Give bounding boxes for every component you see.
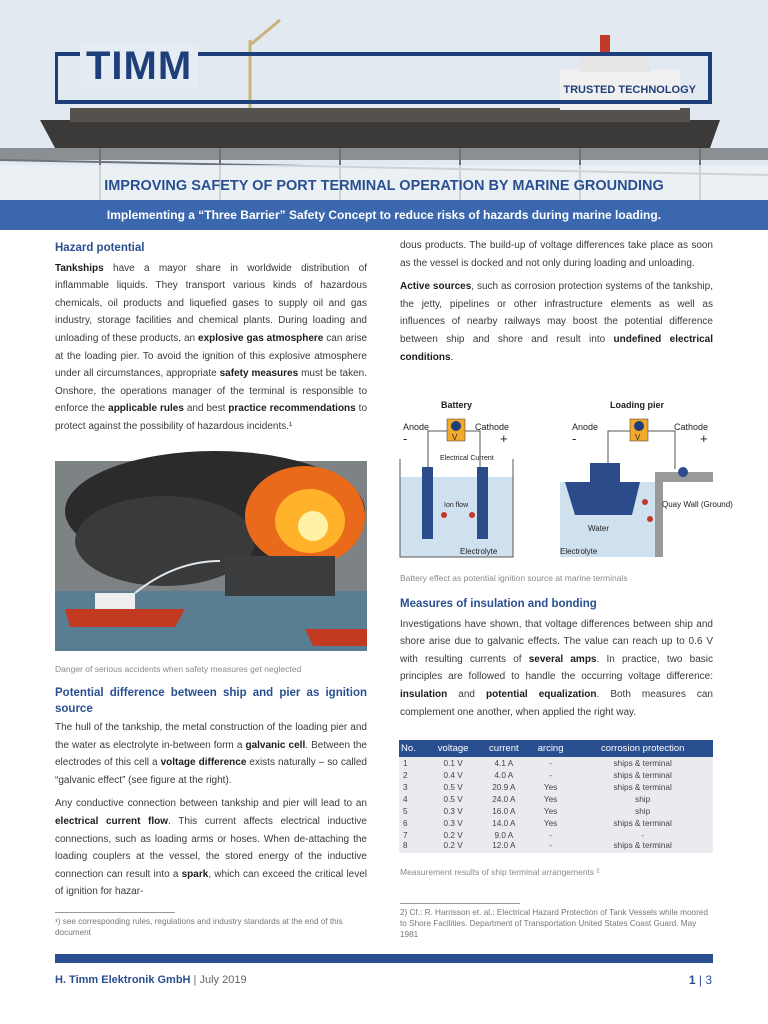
text-run: have a mayor share in worldwide distribution of inflammable liquids. They transport various kinds of hazardous chemicals, oil products and liquefied gases to supply oil and gas industry, storage facilities and chemical plants. During loading and unloading of these products, an [55,262,367,344]
text-run: . Both measures can complement one another, when applied the right way. [400,688,713,718]
table-cell: 0.2 V [427,829,479,841]
table-cell: 0.1 V [427,757,479,769]
diagram-electrolyte-1: Electrolyte [460,547,498,556]
table-cell: 4.1 A [479,757,529,769]
table-cell: 0.2 V [427,841,479,853]
table-row [399,793,713,805]
footer-separator: | [190,974,200,986]
footer-bar [55,954,713,963]
keyword: undefined electrical conditions [400,333,713,363]
diagram-ion-flow: Ion flow [444,502,469,509]
text-run: dous products. The build-up of voltage differences take place as soon as the vessel is docked and not only during loading and unloading. [400,240,713,269]
table-cell: 24.0 A [479,793,529,805]
table-body [399,757,713,853]
paragraph-active-sources [400,278,713,366]
table-cell: - [572,829,713,841]
table-cell: ship [572,805,713,817]
keyword: potential equalization [486,688,597,700]
diagram-v-2: V [635,433,641,442]
table-cell: 0.3 V [427,817,479,829]
table-row [399,781,713,793]
keyword: practice recommendations [228,403,356,415]
keyword: galvanic cell [245,739,306,751]
text-run: , which can exceed the critical level of ignition for hazar- [55,868,368,898]
table-cell: ships & terminal [572,817,713,829]
diagram-plus-2: + [700,431,708,446]
table-cell: 7 [399,829,427,841]
col-header-no: No. [399,740,427,757]
text-run: and best [183,403,229,415]
diagram-caption: Battery effect as potential ignition source at marine terminals [400,573,628,583]
keyword: spark [181,868,209,880]
left-column [55,237,367,442]
footer-company-line [55,974,247,986]
paragraph-measures [400,616,713,722]
table-cell: 16.0 A [479,805,529,817]
footnote-rule-2 [400,903,520,904]
keyword: insulation [400,688,448,700]
fire-accident-photo [55,461,367,651]
table-cell: ships & terminal [572,757,713,769]
keyword: applicable rules [108,403,184,415]
col-header-voltage: voltage [427,740,479,757]
text-run: Investigations have shown, that voltage differences between ship and shore arise due to galvanic effects. The value can reach up to 0.6 V with resulting currents of [400,618,713,665]
table-cell: ships & terminal [572,769,713,781]
text-run: must be taken. Onshore, the operations manager of the terminal is responsible to enforce the [55,368,367,415]
keyword: voltage difference [160,757,247,769]
table-header-row [399,740,713,757]
measurement-table [399,740,713,853]
keyword: Tankships [55,262,104,274]
right-column [400,237,713,372]
photo-caption: Danger of serious accidents when safety measures get neglected [55,664,302,674]
table-cell: 20.9 A [479,781,529,793]
diagram-water: Water [588,524,610,533]
diagram-pier-title: Loading pier [610,400,664,410]
table-row [399,805,713,817]
table-cell: ship [572,793,713,805]
table-cell: 1 [399,757,427,769]
text-run: exists naturally – so called “galvanic effect” (see figure at the right). [55,757,367,786]
galvanic-diagram [400,397,733,565]
col-header-corrosion: corrosion protection [572,740,713,757]
right-column-lower [400,593,713,727]
tagline: TRUSTED TECHNOLOGY [563,84,696,96]
page-separator: | [695,973,706,987]
keyword: safety measures [219,368,299,380]
col-header-arcing: arcing [529,740,573,757]
table-cell: 3 [399,781,427,793]
header-banner [0,0,768,205]
table-row [399,757,713,769]
text-run: . This current affects electrical inductive connections, such as loading arms or hoses. When de-attaching the loading couplers at the vessel, the stored energy of the inductive connection can result into a [55,815,367,880]
table-cell: - [529,769,573,781]
page-number [689,973,712,987]
footnote-2: 2) Cf.: R. Harrisson et. al.: Electrical Hazard Protection of Tank Vessels while moored to Shore Facilities. Department of Transportation United States Coast Guard. May 1981 [400,908,708,939]
keyword: explosive gas atmosphere [198,332,324,344]
text-run: . Between the electrodes of this cell a [55,739,367,769]
table-cell: - [529,829,573,841]
table-row [399,841,713,853]
text-run: , such as corrosion protection systems of the tankship, the jetty, pipelines or other infrastructure elements as well as influences of nearby railways may boost the potential difference between ship and shore and result into [400,281,713,345]
subtitle-bar: Implementing a “Three Barrier” Safety Concept to reduce risks of hazards during marine loading. [0,200,768,230]
table-cell: Yes [529,817,573,829]
table-cell: - [529,841,573,853]
text-run: can arise at the loading pier. To avoid the ignition of this explosive atmosphere under all circumstances, appropriate [55,332,368,380]
page-total: 3 [705,973,712,987]
text-run: to protect against the possibility of hazardous incidents.¹ [55,403,368,432]
table-cell: 0.4 V [427,769,479,781]
keyword: Active sources [400,281,472,293]
col-header-current: current [479,740,529,757]
footnote-1: ¹) see corresponding rules, regulations and industry standards at the end of this document [55,917,343,937]
footer-company: H. Timm Elektronik GmbH [55,974,191,986]
page-current: 1 [688,973,696,987]
diagram-electrical-current: Electrical Current [440,455,494,462]
table-row [399,769,713,781]
footnote-rule [55,912,175,913]
paragraph-hazard [55,260,367,436]
heading-hazard-potential: Hazard potential [55,242,145,254]
heading-potential-difference: Potential difference between ship and pier as ignition source [55,687,367,715]
diagram-cathode-2: Cathode [674,422,709,432]
paragraph-galvanic [55,719,367,789]
diagram-anode-1: Anode [403,422,430,432]
left-column-lower [55,682,367,907]
keyword: electrical current flow [55,815,169,827]
company-logo: TIMM [80,44,198,89]
text-run: Any conductive connection between tankship and pier will lead to an [55,798,367,810]
table-cell: 2 [399,769,427,781]
table-cell: 4.0 A [479,769,529,781]
table-cell: 4 [399,793,427,805]
heading-measures: Measures of insulation and bonding [400,598,597,610]
table-cell: 8 [399,841,427,853]
diagram-plus-1: + [500,431,508,446]
text-run: . [450,351,454,363]
table-row [399,829,713,841]
table-cell: 0.5 V [427,793,479,805]
table-cell: 9.0 A [479,829,529,841]
text-run: . In practice, two basic principles are followed to handle the occurring voltage difference: [400,653,713,683]
table-cell: 6 [399,817,427,829]
diagram-battery-title: Battery [441,400,473,410]
table-cell: - [529,757,573,769]
table-row [399,817,713,829]
paragraph-current-flow [55,795,367,901]
table-cell: ships & terminal [572,781,713,793]
diagram-electrolyte-2: Electrolyte [560,547,598,556]
table-cell: 14.0 A [479,817,529,829]
diagram-quay-wall: Quay Wall (Ground) [662,500,733,509]
table-cell: 5 [399,805,427,817]
diagram-cathode-1: Cathode [475,422,510,432]
page-title: IMPROVING SAFETY OF PORT TERMINAL OPERATION BY MARINE GROUNDING [104,178,664,194]
paragraph-continuation [400,237,713,272]
table-cell: Yes [529,793,573,805]
diagram-anode-2: Anode [572,422,599,432]
table-cell: 0.5 V [427,781,479,793]
text-run: The hull of the tankship, the metal construction of the loading pier and the water as electrolyte in-between form a [55,722,367,751]
table-cell: Yes [529,805,573,817]
text-run: and [447,688,486,700]
table-cell: 12.0 A [479,841,529,853]
diagram-minus-1: - [403,431,408,446]
table-caption: Measurement results of ship terminal arrangements ² [400,867,600,877]
diagram-v-1: V [452,433,458,442]
keyword: several amps [528,653,597,665]
diagram-minus-2: - [572,431,577,446]
table-cell: ships & terminal [572,841,713,853]
table-cell: Yes [529,781,573,793]
footer-date: July 2019 [199,974,247,986]
table-cell: 0.3 V [427,805,479,817]
